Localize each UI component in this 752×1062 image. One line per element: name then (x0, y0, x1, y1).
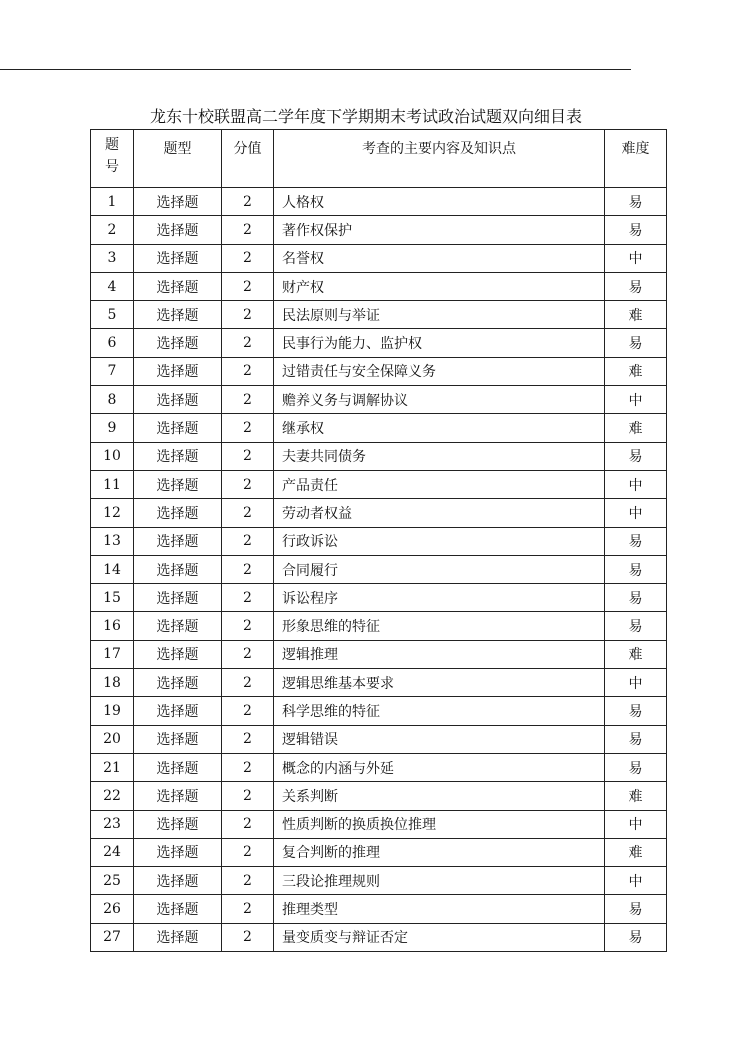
cell-question-type: 选择题 (134, 725, 222, 753)
cell-difficulty: 易 (605, 272, 667, 300)
cell-question-type: 选择题 (134, 188, 222, 216)
table-row (91, 697, 667, 725)
cell-score: 2 (222, 838, 274, 866)
cell-question-type: 选择题 (134, 810, 222, 838)
cell-question-type: 选择题 (134, 386, 222, 414)
table-row (91, 555, 667, 583)
table-row (91, 584, 667, 612)
cell-content: 名誉权 (274, 244, 605, 272)
table-row (91, 414, 667, 442)
cell-difficulty: 中 (605, 499, 667, 527)
cell-content: 著作权保护 (274, 216, 605, 244)
cell-content: 财产权 (274, 272, 605, 300)
cell-difficulty: 易 (605, 442, 667, 470)
table-row (91, 188, 667, 216)
header-rule (0, 69, 631, 70)
cell-question-type: 选择题 (134, 442, 222, 470)
cell-content: 合同履行 (274, 555, 605, 583)
cell-question-type: 选择题 (134, 470, 222, 498)
cell-question-number: 9 (91, 414, 134, 442)
cell-difficulty: 中 (605, 470, 667, 498)
cell-difficulty: 易 (605, 612, 667, 640)
table-body (91, 188, 667, 952)
table-row (91, 810, 667, 838)
document-title: 龙东十校联盟高二学年度下学期期末考试政治试题双向细目表 (150, 107, 583, 126)
cell-score: 2 (222, 895, 274, 923)
table-row (91, 725, 667, 753)
cell-difficulty: 易 (605, 697, 667, 725)
cell-content: 科学思维的特征 (274, 697, 605, 725)
cell-content: 推理类型 (274, 895, 605, 923)
cell-question-type: 选择题 (134, 669, 222, 697)
cell-score: 2 (222, 527, 274, 555)
cell-question-number: 4 (91, 272, 134, 300)
cell-score: 2 (222, 669, 274, 697)
cell-score: 2 (222, 584, 274, 612)
cell-question-type: 选择题 (134, 244, 222, 272)
cell-question-type: 选择题 (134, 867, 222, 895)
cell-content: 概念的内涵与外延 (274, 753, 605, 781)
table-row (91, 669, 667, 697)
cell-question-type: 选择题 (134, 923, 222, 951)
cell-question-type: 选择题 (134, 697, 222, 725)
cell-score: 2 (222, 499, 274, 527)
cell-content: 诉讼程序 (274, 584, 605, 612)
cell-question-type: 选择题 (134, 216, 222, 244)
cell-question-number: 13 (91, 527, 134, 555)
cell-score: 2 (222, 244, 274, 272)
cell-question-type: 选择题 (134, 301, 222, 329)
cell-score: 2 (222, 555, 274, 583)
cell-question-number: 8 (91, 386, 134, 414)
cell-content: 民事行为能力、监护权 (274, 329, 605, 357)
specification-table (90, 129, 667, 952)
cell-question-type: 选择题 (134, 414, 222, 442)
cell-question-number: 25 (91, 867, 134, 895)
cell-question-type: 选择题 (134, 499, 222, 527)
cell-content: 复合判断的推理 (274, 838, 605, 866)
table-row (91, 867, 667, 895)
table-row (91, 782, 667, 810)
cell-content: 逻辑错误 (274, 725, 605, 753)
cell-question-number: 1 (91, 188, 134, 216)
header-score: 分值 (222, 130, 274, 188)
cell-question-number: 26 (91, 895, 134, 923)
cell-difficulty: 易 (605, 188, 667, 216)
cell-difficulty: 易 (605, 555, 667, 583)
cell-question-number: 16 (91, 612, 134, 640)
cell-question-number: 5 (91, 301, 134, 329)
cell-score: 2 (222, 612, 274, 640)
table-row (91, 895, 667, 923)
cell-content: 逻辑思维基本要求 (274, 669, 605, 697)
table-row (91, 442, 667, 470)
cell-score: 2 (222, 272, 274, 300)
cell-difficulty: 易 (605, 753, 667, 781)
table-row (91, 527, 667, 555)
cell-question-type: 选择题 (134, 782, 222, 810)
table-row (91, 470, 667, 498)
cell-score: 2 (222, 640, 274, 668)
cell-difficulty: 难 (605, 414, 667, 442)
cell-score: 2 (222, 188, 274, 216)
cell-content: 量变质变与辩证否定 (274, 923, 605, 951)
header-content: 考查的主要内容及知识点 (274, 130, 605, 188)
cell-content: 赡养义务与调解协议 (274, 386, 605, 414)
header-question-number: 题号 (91, 130, 134, 188)
cell-content: 产品责任 (274, 470, 605, 498)
table-row (91, 612, 667, 640)
cell-score: 2 (222, 867, 274, 895)
cell-question-number: 10 (91, 442, 134, 470)
cell-score: 2 (222, 725, 274, 753)
table-row (91, 216, 667, 244)
cell-question-type: 选择题 (134, 838, 222, 866)
cell-difficulty: 易 (605, 895, 667, 923)
cell-difficulty: 中 (605, 867, 667, 895)
table-row (91, 499, 667, 527)
cell-score: 2 (222, 753, 274, 781)
cell-question-type: 选择题 (134, 555, 222, 583)
cell-question-type: 选择题 (134, 895, 222, 923)
cell-difficulty: 易 (605, 725, 667, 753)
cell-question-type: 选择题 (134, 272, 222, 300)
cell-question-type: 选择题 (134, 640, 222, 668)
cell-question-number: 20 (91, 725, 134, 753)
cell-question-number: 19 (91, 697, 134, 725)
cell-question-number: 23 (91, 810, 134, 838)
cell-difficulty: 难 (605, 301, 667, 329)
cell-question-type: 选择题 (134, 357, 222, 385)
cell-difficulty: 易 (605, 329, 667, 357)
cell-content: 民法原则与举证 (274, 301, 605, 329)
table-row (91, 301, 667, 329)
table-row (91, 386, 667, 414)
cell-score: 2 (222, 442, 274, 470)
cell-question-type: 选择题 (134, 527, 222, 555)
cell-score: 2 (222, 414, 274, 442)
cell-question-number: 12 (91, 499, 134, 527)
table-row (91, 753, 667, 781)
cell-score: 2 (222, 329, 274, 357)
cell-question-number: 7 (91, 357, 134, 385)
cell-question-type: 选择题 (134, 612, 222, 640)
table-row (91, 640, 667, 668)
cell-difficulty: 易 (605, 527, 667, 555)
cell-question-number: 22 (91, 782, 134, 810)
cell-score: 2 (222, 782, 274, 810)
table-row (91, 923, 667, 951)
cell-question-number: 27 (91, 923, 134, 951)
cell-difficulty: 中 (605, 386, 667, 414)
cell-question-number: 18 (91, 669, 134, 697)
cell-content: 劳动者权益 (274, 499, 605, 527)
cell-question-number: 17 (91, 640, 134, 668)
table-row (91, 272, 667, 300)
cell-difficulty: 易 (605, 216, 667, 244)
cell-score: 2 (222, 357, 274, 385)
cell-score: 2 (222, 386, 274, 414)
cell-content: 行政诉讼 (274, 527, 605, 555)
cell-content: 过错责任与安全保障义务 (274, 357, 605, 385)
header-question-type: 题型 (134, 130, 222, 188)
cell-difficulty: 难 (605, 838, 667, 866)
cell-difficulty: 难 (605, 640, 667, 668)
cell-difficulty: 中 (605, 810, 667, 838)
table-row (91, 329, 667, 357)
cell-content: 性质判断的换质换位推理 (274, 810, 605, 838)
cell-question-number: 11 (91, 470, 134, 498)
cell-content: 人格权 (274, 188, 605, 216)
cell-difficulty: 中 (605, 244, 667, 272)
cell-question-number: 15 (91, 584, 134, 612)
cell-score: 2 (222, 697, 274, 725)
cell-score: 2 (222, 470, 274, 498)
cell-question-number: 24 (91, 838, 134, 866)
cell-question-type: 选择题 (134, 584, 222, 612)
table-row (91, 838, 667, 866)
table-row (91, 244, 667, 272)
cell-question-number: 6 (91, 329, 134, 357)
cell-question-number: 3 (91, 244, 134, 272)
cell-content: 三段论推理规则 (274, 867, 605, 895)
cell-score: 2 (222, 301, 274, 329)
cell-difficulty: 易 (605, 923, 667, 951)
cell-question-number: 14 (91, 555, 134, 583)
cell-score: 2 (222, 923, 274, 951)
table-row (91, 357, 667, 385)
cell-score: 2 (222, 216, 274, 244)
cell-question-number: 2 (91, 216, 134, 244)
cell-content: 逻辑推理 (274, 640, 605, 668)
cell-question-type: 选择题 (134, 329, 222, 357)
cell-content: 形象思维的特征 (274, 612, 605, 640)
cell-difficulty: 难 (605, 357, 667, 385)
cell-content: 夫妻共同债务 (274, 442, 605, 470)
table-header-row (91, 130, 667, 188)
cell-content: 关系判断 (274, 782, 605, 810)
cell-content: 继承权 (274, 414, 605, 442)
header-difficulty: 难度 (605, 130, 667, 188)
cell-score: 2 (222, 810, 274, 838)
cell-difficulty: 中 (605, 669, 667, 697)
cell-question-number: 21 (91, 753, 134, 781)
cell-difficulty: 易 (605, 584, 667, 612)
cell-question-type: 选择题 (134, 753, 222, 781)
cell-difficulty: 难 (605, 782, 667, 810)
